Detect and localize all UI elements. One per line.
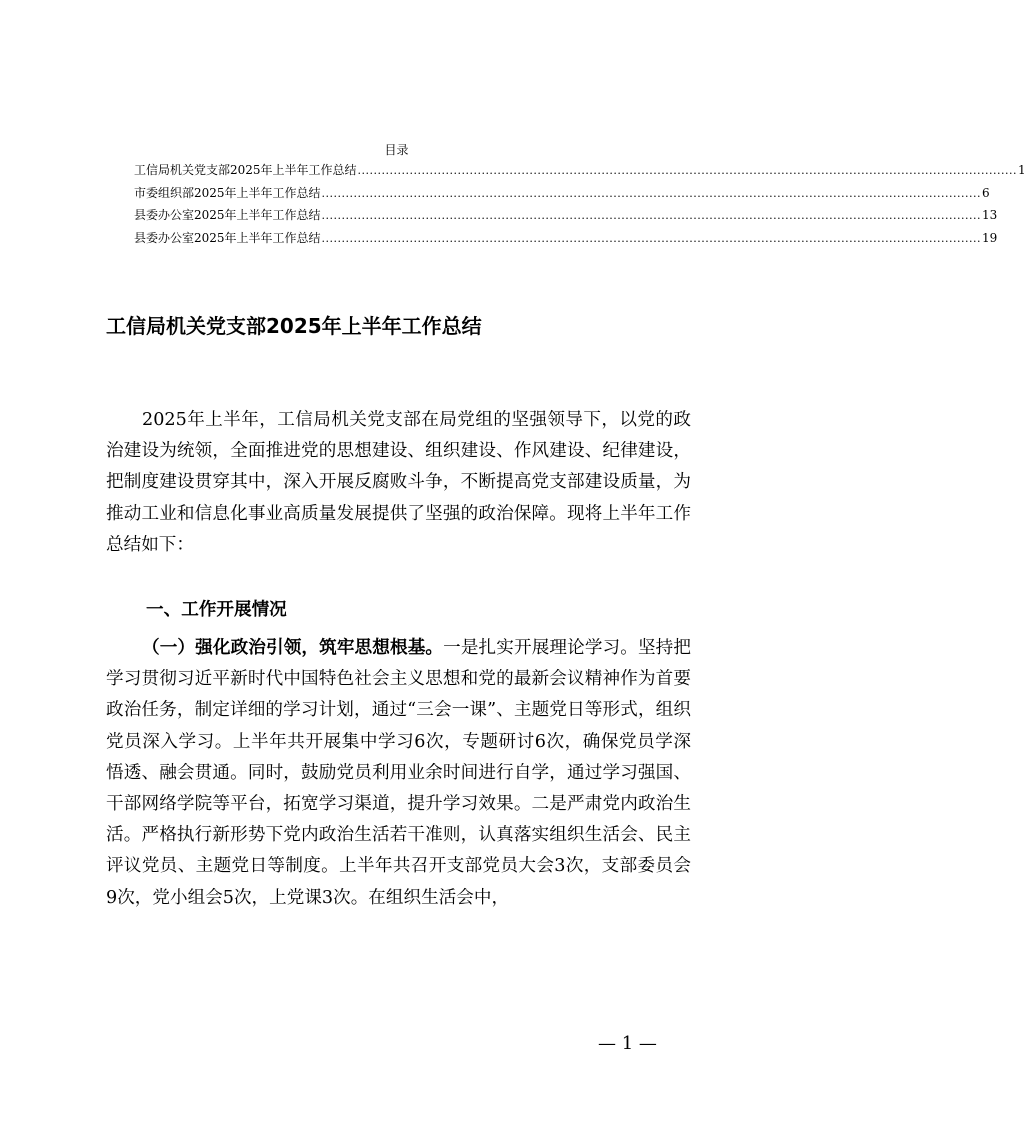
toc-leader-dots: ..................................................................................................................................................................... <box>321 231 981 245</box>
toc-entry[interactable] <box>134 207 998 230</box>
toc-leader-dots: ..................................................................................................................................................................... <box>321 209 981 222</box>
toc-entry-title: 市委组织部2025年上半年工作总结 <box>134 185 321 200</box>
table-of-contents <box>134 162 1026 252</box>
section-heading: 一、工作开展情况 <box>146 600 287 620</box>
page-number: — 1 — <box>598 1033 657 1054</box>
toc-title: 目录 <box>384 143 409 157</box>
toc-entry-page: 13 <box>981 208 998 222</box>
toc-entry-page: 1 <box>1017 163 1026 177</box>
toc-entry-page: 19 <box>981 230 998 245</box>
toc-entry-title: 县委办公室2025年上半年工作总结 <box>134 208 321 222</box>
toc-entry-title: 县委办公室2025年上半年工作总结 <box>134 230 321 245</box>
toc-leader-dots: ..................................................................................................................................................................... <box>357 164 1017 177</box>
subsection-body: 一是扎实开展理论学习。坚持把学习贯彻习近平新时代中国特色社会主义思想和党的最新会议精神作为首要政治任务，制定详细的学习计划，通过“三会一课”、主题党日等形式，组织党员深入学习。上半年共开展集中学习6次，专题研讨6次，确保党员学深悟透、融会贯通。同时，鼓励党员利用业余时间进行自学，通过学习强国、干部网络学院等平台，拓宽学习渠道，提升学习效果。二是严肃党内政治生活。严格执行新形势下党内政治生活若干准则，认真落实组织生活会、民主评议党员、主题党日等制度。上半年共召开支部党员大会3次，支部委员会9次，党小组会5次，上党课3次。在组织生活会中， <box>106 638 691 908</box>
subsection-lead: （一）强化政治引领，筑牢思想根基。 <box>142 638 444 658</box>
toc-entry-page: 6 <box>981 185 990 200</box>
toc-entry[interactable] <box>134 162 1026 185</box>
document-title: 工信局机关党支部2025年上半年工作总结 <box>106 314 482 338</box>
intro-paragraph: 2025年上半年，工信局机关党支部在局党组的坚强领导下，以党的政治建设为统领，全面推进党的思想建设、组织建设、作风建设、纪律建设，把制度建设贯穿其中，深入开展反腐败斗争，不断提高党支部建设质量，为推动工业和信息化事业高质量发展提供了坚强的政治保障。现将上半年工作总结如下： <box>106 410 691 555</box>
subsection-paragraph <box>106 633 691 914</box>
toc-entry-title: 工信局机关党支部2025年上半年工作总结 <box>134 163 357 177</box>
toc-entry[interactable] <box>134 185 990 208</box>
toc-entry[interactable] <box>134 230 998 253</box>
toc-leader-dots: ..................................................................................................................................................................... <box>321 186 981 200</box>
